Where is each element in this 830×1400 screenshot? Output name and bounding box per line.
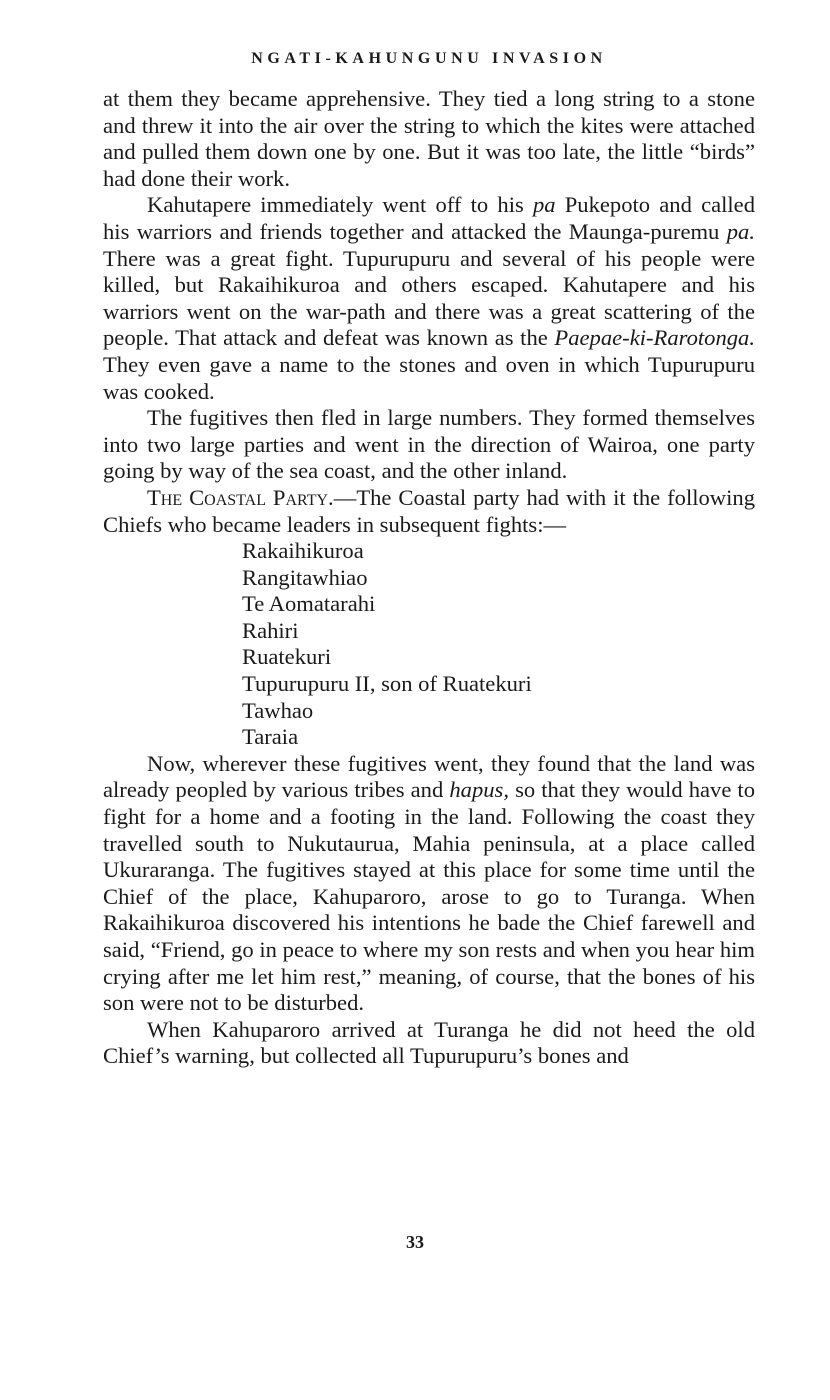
paragraph-2-text-a: Kahutapere immediately went off to his bbox=[147, 192, 533, 218]
chief-item: Ruatekuri bbox=[242, 644, 332, 670]
chief-item: Taraia bbox=[242, 724, 299, 750]
paragraph-5-text-b: so that they would have to fight for a home and a footing in the land. Following the coast they travelled south to Nukutaurua, Mahia peninsula, at a place called Ukuraranga. The fugitives stayed at this place for some time until the Chief of the place, Kahuparoro, arose to go to Turanga. When Rakaihikuroa discovered his intentions he bade the Chief farewell and said, “Friend, go in peace to where my son rests and when you hear him crying after me let him rest,” meaning, of course, that the bones of his son were not to be disturbed. bbox=[103, 777, 755, 1016]
chief-item: Rangitawhiao bbox=[242, 564, 368, 590]
paragraph-2-em-paepae: Paepae-ki-Rarotonga. bbox=[554, 325, 755, 351]
paragraph-2-text-b: Pukepoto and called his warriors and friends together and attacked the Maunga-puremu bbox=[103, 192, 756, 244]
paragraph-4 bbox=[103, 485, 755, 538]
paragraph-5 bbox=[103, 751, 755, 1017]
paragraph-5-em-hapus: hapus, bbox=[449, 777, 509, 803]
page-content bbox=[103, 48, 755, 1070]
paragraph-6: When Kahuparoro arrived at Turanga he did not heed the old Chief’s warning, but collected all Tupurupuru’s bones and bbox=[103, 1016, 755, 1069]
paragraph-3: The fugitives then fled in large numbers. They formed themselves into two large parties and went in the direction of Wairoa, one party going by way of the sea coast, and the other inland. bbox=[103, 405, 755, 484]
running-head: NGATI-KAHUNGUNU INVASION bbox=[251, 50, 607, 67]
chief-item: Rakaihikuroa bbox=[242, 538, 364, 564]
chief-item: Tawhao bbox=[242, 697, 314, 723]
paragraph-2-text-c: There was a great fight. Tupurupuru and several of his people were killed, but Rakaihikuroa and others escaped. Kahutapere and his warriors went on the war-path and there was a great scattering of the people. That attack and defeat was known as the bbox=[103, 245, 755, 351]
paragraph-2 bbox=[103, 192, 755, 405]
page-number: 33 bbox=[406, 1232, 424, 1252]
paragraph-1: at them they became apprehensive. They tied a long string to a stone and threw it into the air over the string to which the kites were attached and pulled them down one by one. But it was too late, the little “birds” had done their work. bbox=[103, 86, 755, 191]
section-heading-coastal-party: The Coastal Party. bbox=[147, 484, 334, 510]
body-text bbox=[103, 86, 755, 1070]
paragraph-2-text-d: They even gave a name to the stones and oven in which Tupurupuru was cooked. bbox=[103, 351, 755, 404]
paragraph-2-em-pa: pa bbox=[532, 192, 556, 218]
chief-item: Rahiri bbox=[242, 617, 299, 643]
chief-item: Te Aomatarahi bbox=[242, 591, 376, 617]
chief-list bbox=[103, 538, 755, 751]
paragraph-2-em-pa-2: pa. bbox=[726, 218, 755, 244]
paragraph-4-text: —The Coastal party had with it the following Chiefs who became leaders in subsequent fights:— bbox=[103, 484, 755, 537]
paragraph-5-text-a: Now, wherever these fugitives went, they found that the land was already peopled by various tribes and bbox=[103, 750, 755, 803]
chief-item: Tupurupuru II, son of Ruatekuri bbox=[242, 671, 532, 697]
